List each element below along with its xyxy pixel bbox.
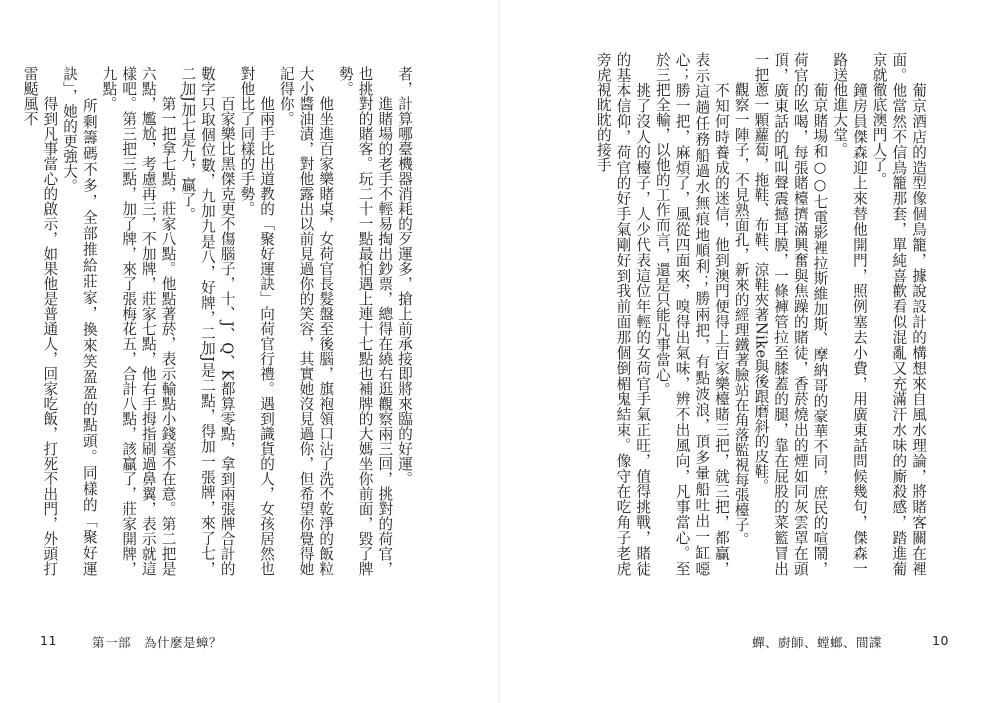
right-page-number: 10 — [932, 633, 949, 648]
right-page-body-text: 葡京酒店的造型像個鳥籠，據說設計的構想來自風水理論，將賭客關在裡面。他當然不信鳥籠那套，單純喜歡看似混亂又充滿汗水味的廝殺感，踏進葡京就徹底澳門人了。 鐘房員傑森迎上來替他開門，照例塞去小費，用廣東話問候幾句，傑森一路送他進大堂。 葡京賭場和○○七電影裡拉斯維加斯、摩納哥的豪華不同，庶民的喧鬧，荷官的吆喝，每張賭檯擠滿興奮與焦躁的賭徒，香菸燒出的煙如同灰雲罩在頭頂，廣東話的吼叫聲震撼耳膜，一條褲管拉至膝蓋的腿，靠在屁股的菜籃冒出一把蔥一顆蘿蔔，拖鞋、布鞋、涼鞋夾著Nike與後跟磨斜的皮鞋。 觀察一陣子，不見熟面孔，新來的經理鐵著臉站在角落監視每張檯子。 不知何時養成的迷信，他到澳門便得上百家樂檯賭三把，就三把，都贏，表示這趟任務船過水無痕地順利；勝兩把，有點波浪，頂多暈船吐出一缸噁心；勝一把，麻煩了，風從四面來，嗅得出氣味，辨不出風向，凡事當心。至於三把全輸，以他的工作而言，還是只能凡事當心。 挑了沒人的檯子，人少代表這位年輕的女荷官手氣正旺，值得挑戰，賭徒的基本信仰，荷官的好手氣剛好到我前面那個倒楣鬼結束。像守在吃角子老虎旁虎視眈眈的接手 — [594, 52, 927, 576]
left-page-number: 11 — [40, 633, 57, 648]
right-running-head: 蟬、廚師、螳螂、間諜 — [752, 635, 883, 650]
left-page-body-text: 者，計算哪臺機器消耗的歹運多，搶上前承接即將來臨的好運。 進賭場的老手不輕易掏出鈔票，總得在繞右逛觀察兩三回，挑對的荷官，也挑對的賭客。玩二十一點最怕遇上連十七點也補牌的大媽坐你前面，毀了牌勢。 他坐進百家樂賭桌，女荷官長髮盤至後腦，旗袍領口沾了洗不乾淨的飯粒大小醬油漬，對他露出以前見過你的笑容，其實她沒見過你，但希望你覺得她記得你。 他兩手比出道教的「聚好運訣」向荷官行禮。遇到識貨的人，女孩居然也對他比了同樣的手勢。 百家樂比黑傑克更不傷腦子，十、J、Q、K都算零點，拿到兩張牌合計的數字只取個位數，九加九是八，好牌，二加J是二點，得加一張牌，來了七，二加J加七是九，贏了。 第一把拿七點，莊家八點。他點著菸，表示輸點小錢毫不在意。第二把是六點，尷尬，考慮再三，不加牌，莊家七點，他右手拇指刷過鼻翼，表示就這樣吧。第三把三點，加了牌，來了張梅花五，合計八點，該贏了，莊家開牌，九點。 所剩籌碼不多，全部推給莊家，換來笑盈盈的點頭。同樣的「聚好運訣」，她的更強大。 得到凡事當心的啟示，如果他是普通人，回家吃飯，打死不出門，外頭打雷颳風不 — [21, 66, 413, 576]
left-running-head: 第一部 為什麼是蟑？ — [92, 635, 223, 650]
right-page — [500, 0, 1000, 703]
